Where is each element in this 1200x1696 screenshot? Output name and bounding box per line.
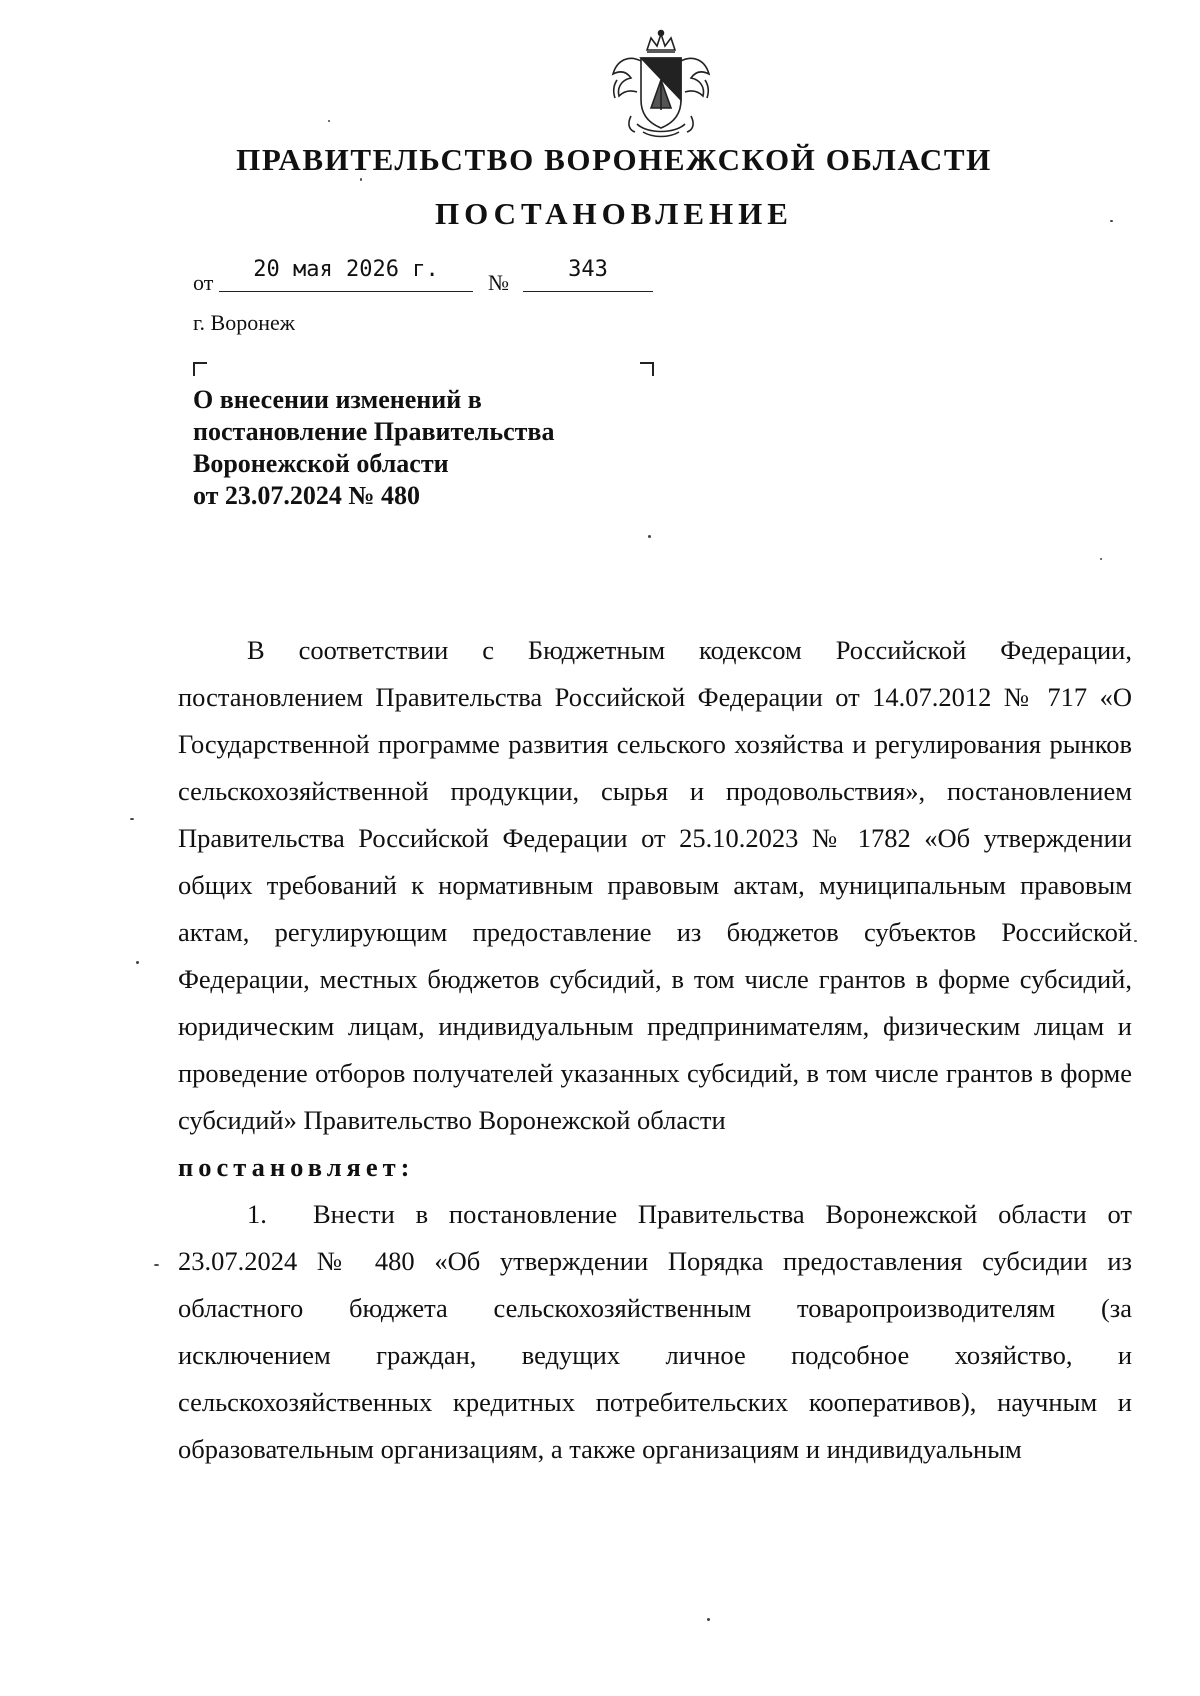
item-1-text: Внести в постановление Правительства Воронежской области от 23.07.2024 № 480 «Об утверждении Порядка предоставления субсидии из областного бюджета сельскохозяйственным товаропроизводителям (за исключением граждан, ведущих личное подсобное хозяйство, и сельскохозяйственных кредитных потребительских кооперативов), научным и образовательным организациям, а также организациям и индивидуальным (178, 1199, 1132, 1464)
date-field: 20 мая 2026 г. (219, 258, 473, 292)
coat-of-arms-icon (607, 28, 715, 140)
scan-speck (154, 1264, 159, 1266)
scan-speck (648, 535, 651, 538)
item-1-paragraph (178, 1191, 1132, 1473)
subject-corner-right-mark (640, 362, 654, 376)
subject-line: постановление Правительства (193, 417, 555, 446)
scan-speck (136, 961, 139, 964)
subject-corner-left-mark (193, 362, 207, 376)
registration-line (193, 258, 673, 294)
issuing-authority: ПРАВИТЕЛЬСТВО ВОРОНЕЖСКОЙ ОБЛАСТИ (236, 142, 992, 177)
item-number: 1. (247, 1199, 267, 1229)
number-label: № (488, 270, 509, 295)
scan-speck (707, 1618, 710, 1621)
resolves-line (178, 1144, 1132, 1191)
scan-speck (1134, 940, 1137, 942)
city: г. Воронеж (193, 310, 295, 335)
scan-speck (130, 818, 134, 820)
subject-line: от 23.07.2024 № 480 (193, 481, 421, 510)
subject-line: Воронежской области (193, 449, 449, 478)
document-type-title: ПОСТАНОВЛЕНИЕ (435, 196, 793, 231)
document-body (178, 627, 1132, 1473)
subject-line: О внесении изменений в (193, 385, 482, 414)
scan-speck (1100, 558, 1102, 560)
scan-speck (1110, 220, 1113, 222)
resolves-word: постановляет: (178, 1152, 415, 1182)
document-subject (193, 384, 653, 512)
date-label: от (193, 270, 214, 295)
scan-speck (328, 120, 330, 122)
scan-speck (360, 178, 362, 181)
number-field: 343 (523, 258, 653, 292)
preamble-paragraph: В соответствии с Бюджетным кодексом Российской Федерации, постановлением Правительства Российской Федерации от 14.07.2012 № 717 «О Государственной программе развития сельского хозяйства и регулирования рынков сельскохозяйственной продукции, сырья и продовольствия», постановлением Правительства Российской Федерации от 25.10.2023 № 1782 «Об утверждении общих требований к нормативным правовым актам, муниципальным правовым актам, регулирующим предоставление из бюджетов субъектов Российской Федерации, местных бюджетов субсидий, в том числе грантов в форме субсидий, юридическим лицам, индивидуальным предпринимателям, физическим лицам и проведение отборов получателей указанных субсидий, в том числе грантов в форме субсидий» Правительство Воронежской области (178, 635, 1132, 1135)
